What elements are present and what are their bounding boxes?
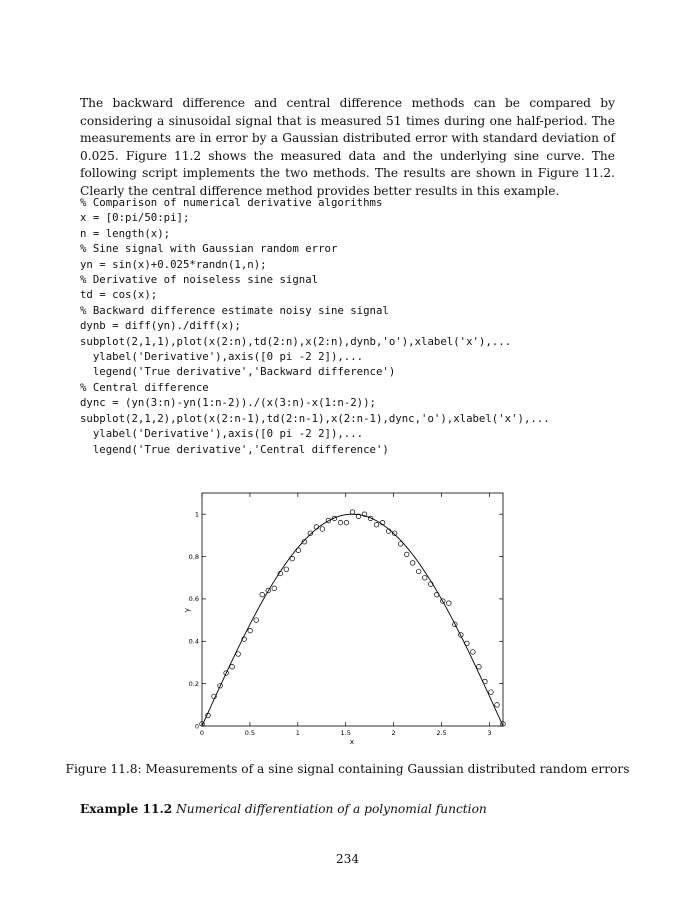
measurement-point (477, 664, 482, 669)
sine-scatter-chart (160, 482, 520, 752)
code-line: dynb = diff(yn)./diff(x); (80, 319, 241, 333)
y-tick-label: 0 (194, 722, 199, 731)
x-axis-label: x (349, 738, 355, 746)
measurement-point (320, 527, 325, 532)
code-line: legend('True derivative','Central difference') (80, 442, 389, 456)
y-tick-label: 0.2 (188, 679, 199, 688)
measurement-point (471, 650, 476, 655)
measurement-point (422, 575, 427, 580)
measurement-point (254, 618, 259, 623)
code-line: ylabel('Derivative'),axis([0 pi -2 2]),... (80, 427, 364, 441)
measurement-point (416, 569, 421, 574)
x-tick-label: 0 (199, 729, 205, 737)
measurement-point (434, 592, 439, 597)
y-tick-label: 0.4 (188, 637, 199, 646)
measurement-point (290, 556, 295, 561)
code-line: subplot(2,1,1),plot(x(2:n),td(2:n),x(2:n),dynb,'o'),xlabel('x'),... (80, 334, 512, 348)
example-heading (80, 802, 487, 816)
measurement-point (350, 510, 355, 515)
y-tick-label: 0.6 (188, 595, 199, 604)
code-line: % Backward difference estimate noisy sine signal (80, 303, 389, 317)
code-line: td = cos(x); (80, 288, 158, 302)
measurement-point (296, 548, 301, 553)
measurement-point (398, 542, 403, 547)
code-line: x = [0:pi/50:pi]; (80, 211, 190, 225)
x-tick-label: 1 (295, 729, 300, 737)
y-tick-label: 1 (194, 510, 199, 519)
x-tick-label: 2.5 (436, 729, 447, 737)
body-paragraph: The backward difference and central difference methods can be compared by considering a sinusoidal signal that is measured 51 times during one half-period. The measurements are in error by a Gaussian distributed error with standard deviation of 0.025. Figure 11.2 shows the measured data and the underlying sine curve. The following script implements the two methods. The results are shown in Figure 11.2. Clearly the central difference method provides better results in this example. (80, 96, 615, 198)
measurement-point (230, 664, 235, 669)
code-line: n = length(x); (80, 226, 171, 240)
code-line: ylabel('Derivative'),axis([0 pi -2 2]),... (80, 350, 364, 364)
measurement-point (272, 586, 277, 591)
code-line: % Derivative of noiseless sine signal (80, 273, 319, 287)
x-tick-label: 0.5 (244, 729, 256, 737)
measurement-point (374, 522, 379, 527)
measurement-point (284, 567, 289, 572)
x-tick-label: 3 (487, 729, 492, 737)
measurement-point (483, 679, 488, 684)
y-tick-label: 0.8 (188, 552, 199, 561)
measurement-point (260, 592, 265, 597)
matlab-code-listing (80, 195, 550, 457)
measurement-point (404, 552, 409, 557)
example-label: Example 11.2 (80, 802, 173, 816)
page-number: 234 (335, 852, 360, 866)
measurement-point (495, 703, 500, 708)
measurement-point (248, 628, 253, 633)
y-axis-label: y (183, 607, 191, 613)
measurement-point (489, 690, 494, 695)
code-line: subplot(2,1,2),plot(x(2:n-1),td(2:n-1),x(2:n-1),dync,'o'),xlabel('x'),... (80, 411, 550, 425)
measurement-point (465, 641, 470, 646)
code-line: dync = (yn(3:n)-yn(1:n-2))./(x(3:n)-x(1:n-2)); (80, 396, 376, 410)
measurement-point (447, 601, 452, 606)
code-line: yn = sin(x)+0.025*randn(1,n); (80, 257, 267, 271)
code-line: legend('True derivative','Backward difference') (80, 365, 396, 379)
code-line: % Sine signal with Gaussian random error (80, 242, 338, 256)
measurement-point (410, 561, 415, 566)
sine-curve-line (202, 514, 503, 726)
x-tick-label: 2 (391, 729, 396, 737)
measurement-point (338, 520, 343, 525)
code-line: % Comparison of numerical derivative algorithms (80, 196, 383, 209)
x-tick-label: 1.5 (340, 729, 351, 737)
measurement-point (344, 520, 349, 525)
code-line: % Central difference (80, 380, 209, 394)
measurement-point (236, 652, 241, 657)
plot-frame (202, 493, 503, 726)
example-title: Numerical differentiation of a polynomial function (176, 802, 487, 816)
figure-sine-measurements (160, 482, 520, 756)
figure-caption: Figure 11.8: Measurements of a sine signal containing Gaussian distributed random errors (65, 762, 630, 776)
